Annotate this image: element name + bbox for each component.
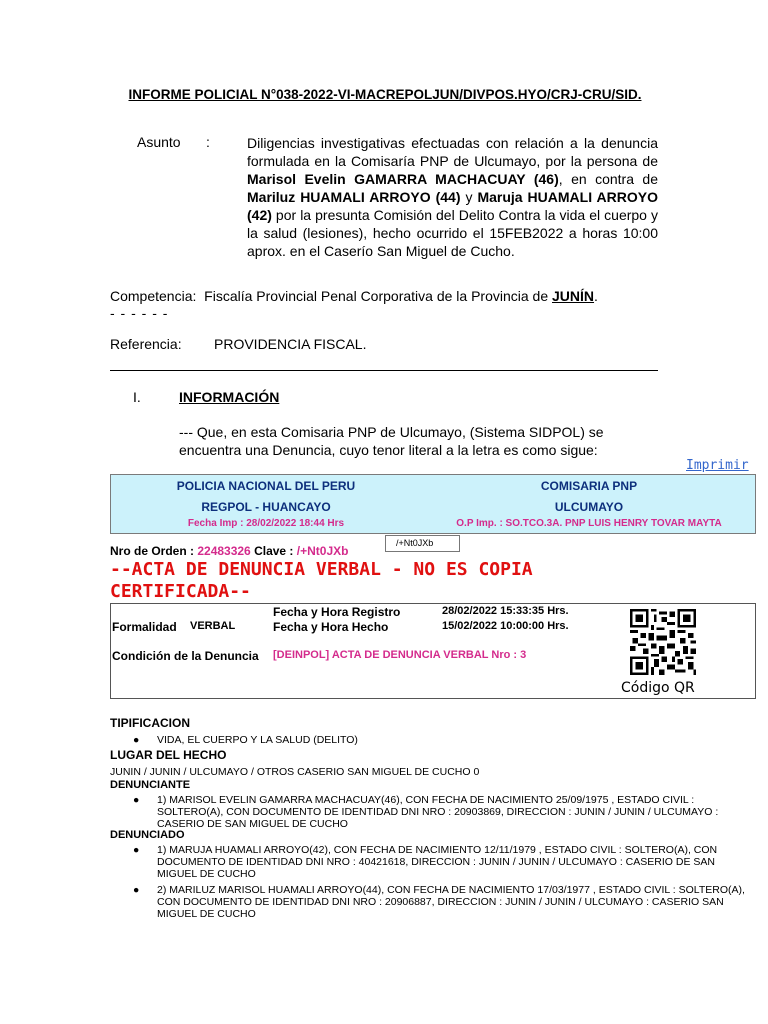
tipificacion-label: TIPIFICACION	[110, 716, 190, 730]
hecho-value: 15/02/2022 10:00:00 Hrs.	[442, 620, 569, 632]
divider	[110, 370, 658, 371]
header-station: ULCUMAYO	[554, 500, 624, 514]
section-number: I.	[133, 389, 141, 405]
header-region: REGPOL - HUANCAYO	[201, 500, 331, 514]
asunto-colon: :	[206, 134, 210, 150]
qr-label: Código QR	[621, 680, 695, 696]
qr-code	[630, 609, 696, 675]
asunto-text	[247, 134, 658, 260]
asunto-part: , en contra de	[558, 171, 658, 187]
section-paragraph: --- Que, en esta Comisaria PNP de Ulcumayo, (Sistema SIDPOL) se encuentra una Denuncia, cuyo tenor literal a la letra es como sigue:	[179, 424, 604, 458]
condicion-value: [DEINPOL] ACTA DE DENUNCIA VERBAL Nro : 3	[273, 649, 527, 661]
clave-label: Clave :	[250, 544, 297, 558]
asunto-part: y	[460, 189, 478, 205]
asunto-part: Diligencias investigativas efectuadas con relación a la denuncia formulada en la Comisaría PNP de Ulcumayo, por la persona de	[247, 135, 658, 169]
header-institution: POLICIA NACIONAL DEL PERU	[176, 479, 356, 493]
denunciado-name: Mariluz HUAMALI ARROYO (44)	[247, 189, 461, 205]
police-header	[110, 474, 756, 534]
report-title: INFORME POLICIAL N°038-2022-VI-MACREPOLJUN/DIVPOS.HYO/CRJ-CRU/SID.	[128, 87, 642, 102]
hecho-label: Fecha y Hora Hecho	[273, 620, 389, 634]
denunciado-item: 1) MARUJA HUAMALI ARROYO(42), CON FECHA DE NACIMIENTO 12/11/1979 , ESTADO CIVIL : SOLTERO(A), CON DOCUMENTO DE IDENTIDAD DNI NRO : 40421618, DIRECCION : JUNIN / JUNIN / ULCUMAYO : CASERIO DE SAN MIGUEL DE CUCHO	[157, 844, 718, 880]
competencia-label: Competencia:	[110, 288, 197, 304]
header-officer: O.P Imp. : SO.TCO.3A. PNP LUIS HENRY TOVAR MAYTA	[456, 518, 722, 529]
formalidad-value: VERBAL	[190, 620, 236, 632]
formalidad-label: Formalidad	[112, 620, 177, 634]
denunciado-label: DENUNCIADO	[110, 829, 185, 841]
denunciante-label: DENUNCIANTE	[110, 779, 191, 791]
bullet-icon: ●	[133, 794, 140, 806]
bullet-icon: ●	[133, 844, 140, 856]
registro-label: Fecha y Hora Registro	[273, 605, 401, 619]
denunciado-item: 2) MARILUZ MARISOL HUAMALI ARROYO(44), CON FECHA DE NACIMIENTO 17/03/1977 , ESTADO CIVIL : SOLTERO(A), CON DOCUMENTO DE IDENTIDAD DNI NRO : 20906887, DIRECCION : JUNIN / JUNIN / ULCUMAYO : CASERIO SAN MIGUEL DE CUCHO	[157, 884, 745, 920]
registro-value: 28/02/2022 15:33:35 Hrs.	[442, 605, 569, 617]
order-number: 22483326	[197, 544, 251, 558]
denunciado-name: Maruja HUAMALI ARROYO (42)	[247, 189, 658, 223]
competencia-province: JUNÍN	[552, 288, 595, 304]
competencia-dashes: - - - - - -	[110, 305, 169, 321]
condicion-label: Condición de la Denuncia	[112, 649, 259, 663]
denunciante-name: Marisol Evelin GAMARRA MACHACUAY (46)	[247, 171, 559, 187]
acta-title: --ACTA DE DENUNCIA VERBAL - NO ES COPIA CERTIFICADA--	[110, 559, 533, 602]
competencia-line	[110, 287, 598, 305]
order-line	[110, 544, 348, 558]
competencia-end: .	[594, 288, 598, 304]
referencia-label: Referencia:	[110, 336, 182, 352]
header-station-label: COMISARIA PNP	[540, 479, 638, 493]
asunto-label: Asunto	[137, 134, 181, 150]
tipificacion-item: VIDA, EL CUERPO Y LA SALUD (DELITO)	[157, 734, 358, 746]
bullet-icon: ●	[133, 734, 140, 746]
lugar-value: JUNIN / JUNIN / ULCUMAYO / OTROS CASERIO SAN MIGUEL DE CUCHO 0	[110, 766, 480, 778]
clave-input[interactable]: /+Nt0JXb	[385, 535, 460, 552]
lugar-label: LUGAR DEL HECHO	[110, 748, 227, 762]
order-label: Nro de Orden :	[110, 544, 198, 558]
denunciante-item: 1) MARISOL EVELIN GAMARRA MACHACUAY(46), CON FECHA DE NACIMIENTO 25/09/1975 , ESTADO CIVIL : SOLTERO(A), CON DOCUMENTO DE IDENTIDAD DNI NRO : 20903869, DIRECCION : JUNIN / JUNIN / ULCUMAYO : CASERIO DE SAN MIGUEL DE CUCHO	[157, 794, 719, 830]
detail-box	[110, 603, 756, 699]
bullet-icon: ●	[133, 884, 140, 896]
asunto-part: por la presunta Comisión del Delito Contra la vida el cuerpo y la salud (lesiones), hecho ocurrido el 15FEB2022 a horas 10:00 aprox. en el Caserío San Miguel de Cucho.	[247, 207, 658, 259]
section-title: INFORMACIÓN	[179, 389, 280, 405]
clave-value: /+Nt0JXb	[296, 544, 349, 558]
referencia-value: PROVIDENCIA FISCAL.	[214, 336, 367, 352]
print-link[interactable]: Imprimir	[686, 458, 749, 473]
header-print-date: Fecha Imp : 28/02/2022 18:44 Hrs	[187, 518, 345, 529]
competencia-text: Fiscalía Provincial Penal Corporativa de la Provincia de	[204, 288, 553, 304]
